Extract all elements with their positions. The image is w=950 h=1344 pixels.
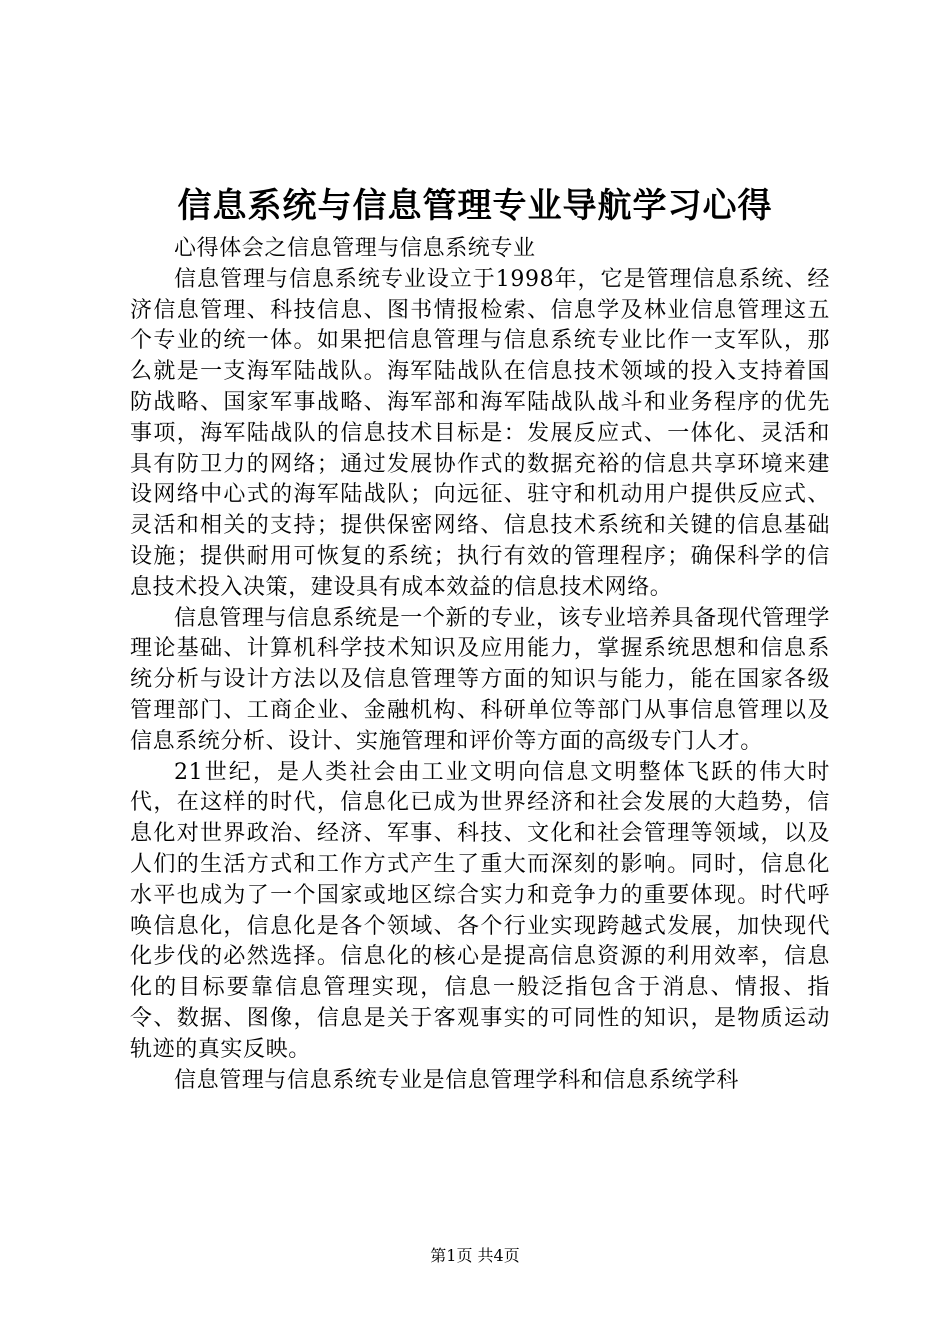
page-footer: 第1页 共4页	[430, 1246, 520, 1265]
paragraph-2: 信息管理与信息系统是一个新的专业，该专业培养具备现代管理学理论基础、计算机科学技术知识及应用能力，掌握系统思想和信息系统分析与设计方法以及信息管理等方面的知识与能力，能在国家各级管理部门、工商企业、金融机构、科研单位等部门从事信息管理以及信息系统分析、设计、实施管理和评价等方面的高级专门人才。	[130, 605, 830, 754]
document-body	[130, 234, 830, 1096]
document-subtitle: 心得体会之信息管理与信息系统专业	[174, 236, 536, 261]
paragraph-3: 21世纪，是人类社会由工业文明向信息文明整体飞跃的伟大时代，在这样的时代，信息化已成为世界经济和社会发展的大趋势，信息化对世界政治、经济、军事、科技、文化和社会管理等领域，以及人们的生活方式和工作方式产生了重大而深刻的影响。同时，信息化水平也成为了一个国家或地区综合实力和竞争力的重要体现。时代呼唤信息化，信息化是各个领域、各个行业实现跨越式发展，加快现代化步伐的必然选择。信息化的核心是提高信息资源的利用效率，信息化的目标要靠信息管理实现，信息一般泛指包含于消息、情报、指令、数据、图像，信息是关于客观事实的可同性的知识，是物质运动轨迹的真实反映。	[130, 759, 830, 1062]
document-title: 信息系统与信息管理专业导航学习心得	[177, 186, 773, 226]
paragraph-1: 信息管理与信息系统专业设立于1998年，它是管理信息系统、经济信息管理、科技信息、图书情报检索、信息学及林业信息管理这五个专业的统一体。如果把信息管理与信息系统专业比作一支军队，那么就是一支海军陆战队。海军陆战队在信息技术领域的投入支持着国防战略、国家军事战略、海军部和海军陆战队战斗和业务程序的优先事项，海军陆战队的信息技术目标是：发展反应式、一体化、灵活和具有防卫力的网络；通过发展协作式的数据充裕的信息共享环境来建设网络中心式的海军陆战队；向远征、驻守和机动用户提供反应式、灵活和相关的支持；提供保密网络、信息技术系统和关键的信息基础设施；提供耐用可恢复的系统；执行有效的管理程序；确保科学的信息技术投入决策，建设具有成本效益的信息技术网络。	[130, 266, 830, 600]
paragraph-4: 信息管理与信息系统专业是信息管理学科和信息系统学科	[174, 1067, 740, 1093]
